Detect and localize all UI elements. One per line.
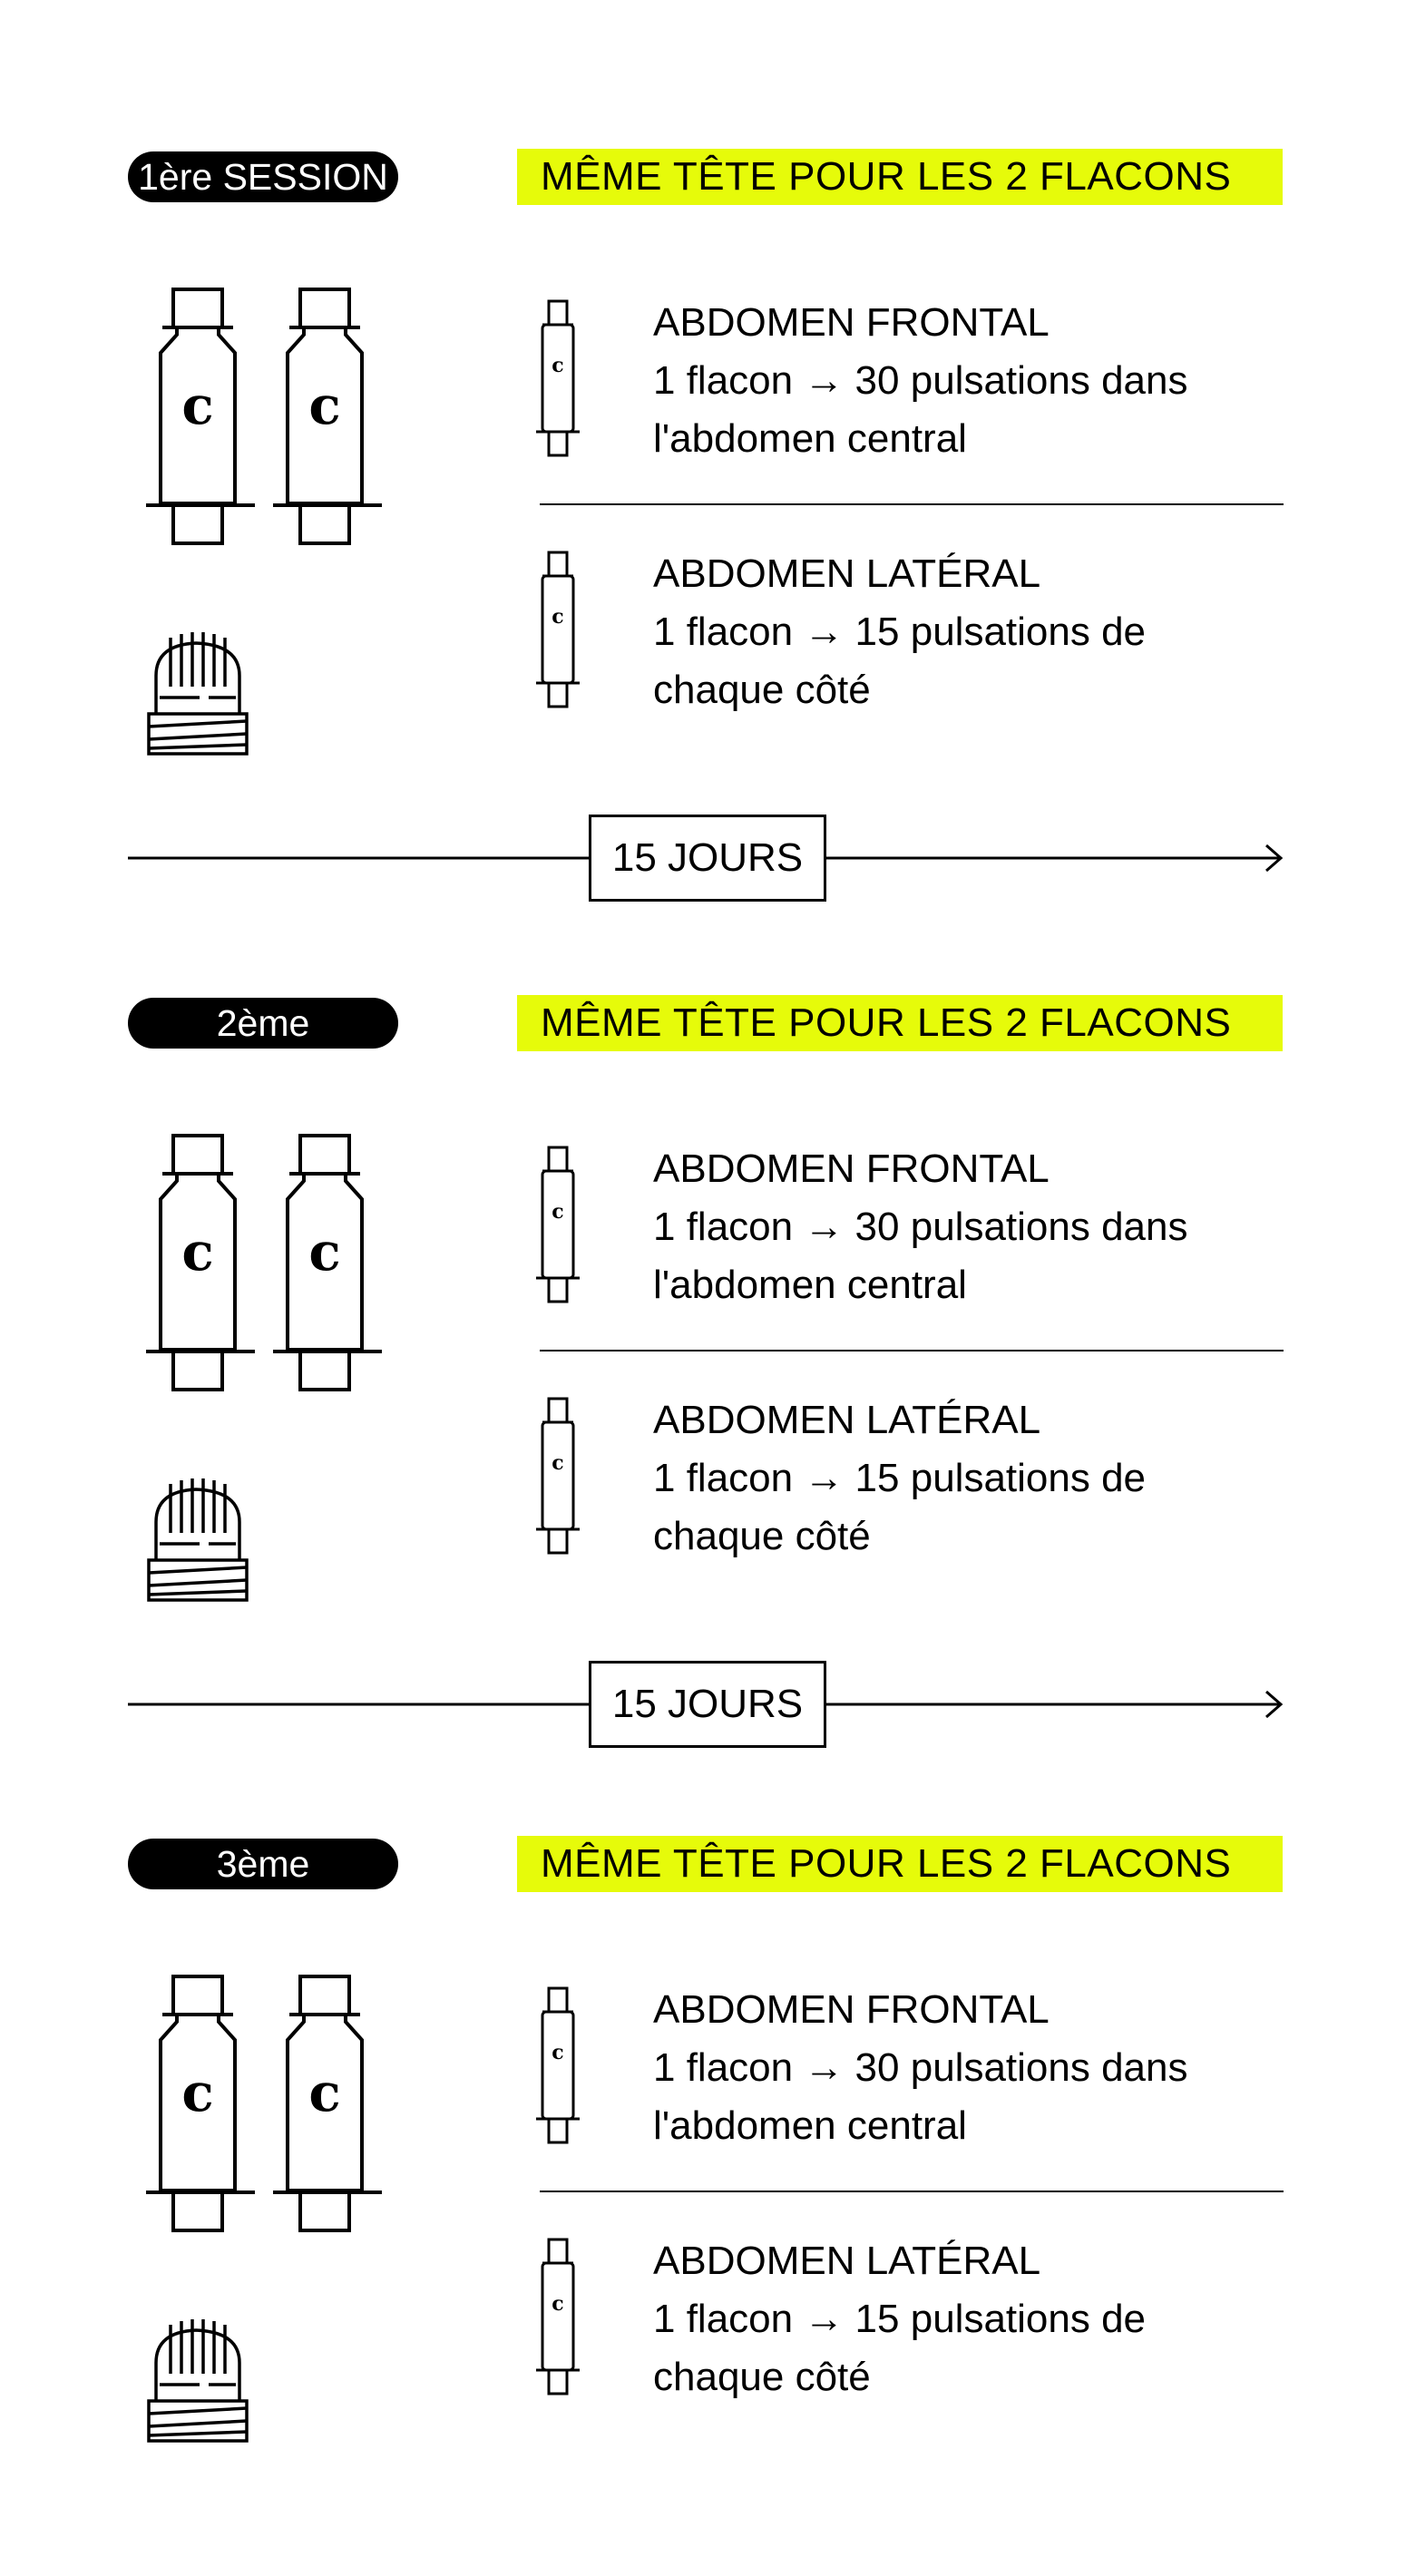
svg-text:c: c xyxy=(552,1200,564,1224)
applicator-head-icon xyxy=(145,632,254,764)
vial-icon xyxy=(141,1975,404,2256)
entry-line: 1 flacon → 30 pulsations dans xyxy=(653,2045,1188,2090)
svg-text:c: c xyxy=(308,2062,341,2123)
mini-vial-icon xyxy=(535,1986,581,2146)
vial-icon xyxy=(141,288,404,569)
entry-title: ABDOMEN LATÉRAL xyxy=(653,1398,1041,1442)
entry-title: ABDOMEN FRONTAL xyxy=(653,1987,1050,2032)
svg-text:c: c xyxy=(552,354,564,377)
svg-text:c: c xyxy=(181,1221,214,1283)
svg-text:c: c xyxy=(552,2041,564,2064)
mini-vial-icon xyxy=(535,1146,581,1305)
session-badge: 1ère SESSION xyxy=(128,151,398,202)
entry-line: chaque côté xyxy=(653,668,871,712)
svg-text:c: c xyxy=(181,375,214,436)
entry-title: ABDOMEN FRONTAL xyxy=(653,1147,1050,1191)
vial-pair xyxy=(141,1975,404,2260)
svg-text:c: c xyxy=(308,375,341,436)
entry-line: 1 flacon → 30 pulsations dans xyxy=(653,358,1188,403)
entry-line: l'abdomen central xyxy=(653,416,967,461)
entry-line: 1 flacon → 15 pulsations de xyxy=(653,610,1147,654)
mini-vial-icon xyxy=(535,2238,581,2397)
entry-line: l'abdomen central xyxy=(653,2103,967,2148)
svg-text:c: c xyxy=(552,605,564,629)
entry-line: l'abdomen central xyxy=(653,1263,967,1307)
session-badge: 3ème xyxy=(128,1839,398,1889)
entry-line: chaque côté xyxy=(653,2355,871,2399)
vial-pair xyxy=(141,1134,404,1420)
svg-text:c: c xyxy=(552,2292,564,2316)
interval-timeline xyxy=(128,815,1284,902)
vial-icon xyxy=(141,1134,404,1415)
interval-label: 15 JOURS xyxy=(589,1661,826,1748)
session-3 xyxy=(0,1839,1406,2505)
vial-pair xyxy=(141,288,404,573)
mini-vial-icon xyxy=(535,551,581,710)
mini-vial-icon xyxy=(535,299,581,459)
applicator-head-icon xyxy=(145,2319,254,2451)
entry-title: ABDOMEN LATÉRAL xyxy=(653,2239,1041,2283)
entry-line: chaque côté xyxy=(653,1514,871,1558)
divider xyxy=(540,2191,1284,2192)
same-head-banner: MÊME TÊTE POUR LES 2 FLACONS xyxy=(517,995,1283,1051)
same-head-banner: MÊME TÊTE POUR LES 2 FLACONS xyxy=(517,1836,1283,1892)
interval-label: 15 JOURS xyxy=(589,815,826,902)
interval-timeline xyxy=(128,1661,1284,1748)
session-badge: 2ème xyxy=(128,998,398,1049)
session-2 xyxy=(0,998,1406,1664)
entry-title: ABDOMEN LATÉRAL xyxy=(653,551,1041,596)
entry-line: 1 flacon → 15 pulsations de xyxy=(653,2297,1147,2341)
svg-text:c: c xyxy=(181,2062,214,2123)
same-head-banner: MÊME TÊTE POUR LES 2 FLACONS xyxy=(517,149,1283,205)
divider xyxy=(540,503,1284,505)
entry-line: 1 flacon → 15 pulsations de xyxy=(653,1456,1147,1500)
divider xyxy=(540,1350,1284,1351)
entry-title: ABDOMEN FRONTAL xyxy=(653,300,1050,345)
svg-text:c: c xyxy=(552,1451,564,1475)
session-1 xyxy=(0,151,1406,818)
entry-line: 1 flacon → 30 pulsations dans xyxy=(653,1205,1188,1249)
svg-text:c: c xyxy=(308,1221,341,1283)
mini-vial-icon xyxy=(535,1397,581,1556)
applicator-head-icon xyxy=(145,1478,254,1610)
